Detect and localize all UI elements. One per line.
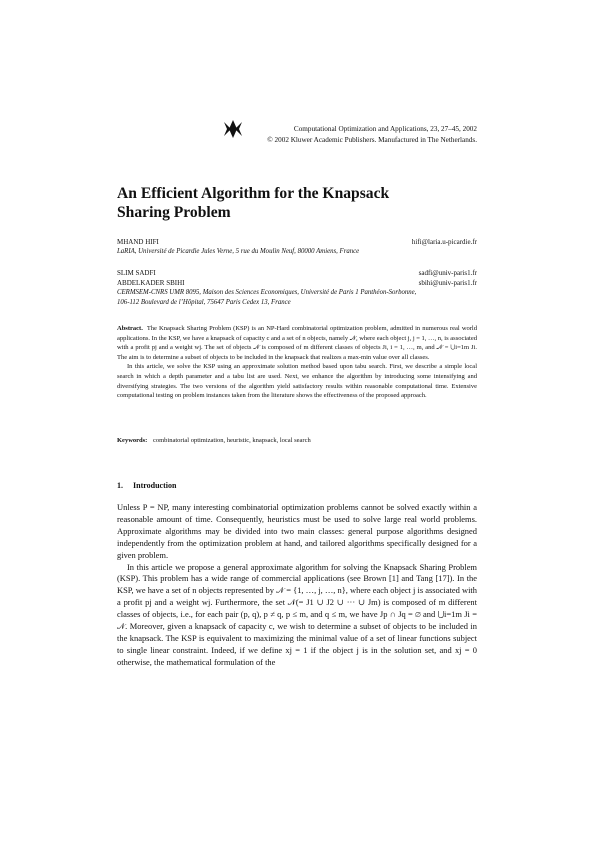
keywords [117,437,477,444]
abstract [117,324,477,401]
author-name: SLIM SADFI [117,269,156,277]
intro-paragraph-1: Unless P = NP, many interesting combinatorial optimization problems cannot be solved exactly within a reasonable amount of time. Consequently, heuristics must be used to solve large real world problems. Approximate algorithms may be divided into two main classes: general purpose algorithms designed independently from the optimization problem at hand, and tailored algorithms specifically designed for a given problem. [117,502,477,560]
affiliation-cermsem [117,288,477,307]
journal-line-1: Computational Optimization and Applications, 23, 27–45, 2002 [293,125,477,133]
author-row [117,237,477,247]
journal-line-2: © 2002 Kluwer Academic Publishers. Manufactured in The Netherlands. [267,135,477,144]
abstract-paragraph-1: The Knapsack Sharing Problem (KSP) is an NP-Hard combinatorial optimization problem, admitted in numerous real world applications. In the KSP, we have a knapsack of capacity c and a set of n objects, namely 𝒩, where each object j, j = 1, …, n, is associated with a profit pj and a weight wj. The set of objects 𝒩 is composed of m different classes of objects Ji, i = 1, …, m, and 𝒩 = ⋃i=1m Ji. The aim is to determine a subset of objects to be included in the knapsack that realizes a max-min value over all classes. [117,325,477,361]
author-row [117,278,477,288]
affiliation-line-1: CERMSEM-CNRS UMR 8095, Maison des Sciences Economiques, Université de Paris 1 Panthéon-Sorbonne, [117,289,417,296]
author-email: hifi@laria.u-picardie.fr [411,238,477,246]
affiliation-line-2: 106-112 Boulevard de l’Hôpital, 75647 Paris Cedex 13, France [117,298,291,306]
introduction-body [117,502,477,669]
paper-title [117,185,477,222]
section-heading [117,481,176,490]
publisher-logo [222,120,244,138]
abstract-label: Abstract. [117,325,143,332]
keywords-label: Keywords: [117,437,148,444]
title-line-2: Sharing Problem [117,203,231,221]
author-name: MHAND HIFI [117,238,159,246]
author-row [117,268,477,278]
keywords-text: combinatorial optimization, heuristic, knapsack, local search [152,437,311,444]
title-line-1: An Efficient Algorithm for the Knapsack [117,185,390,202]
author-name: ABDELKADER SBIHI [117,279,185,287]
affiliation-laria: LaRIA, Université de Picardie Jules Verne, 5 rue du Moulin Neuf, 80000 Amiens, France [117,248,360,255]
intro-paragraph-2: In this article we propose a general approximate algorithm for solving the Knapsack Sharing Problem (KSP). This problem has a wide range of commercial applications (see Brown [1] and Tang [17]). In the KSP, we have a set of n objects represented by 𝒩 = {1, …, j, …, n}, where each object j is associated with a profit pj and a weight wj. Furthermore, the set 𝒩(= J1 ∪ J2 ∪ ··· ∪ Jm) is composed of m different classes of objects, i.e., for each pair (p, q), p ≠ q, p ≤ m, and q ≤ m, we have Jp ∩ Jq = ∅ and ⋃i=1m Ji = 𝒩. Moreover, given a knapsack of capacity c, we wish to determine a subset of objects to be included in the knapsack. The KSP is equivalent to maximizing the minimal value of a set of linear functions subject to single linear constraint. Indeed, if we define xj = 1 if the object j is in the solution set, and xj = 0 otherwise, the mathematical formulation of the [117,561,477,667]
section-number: 1. [117,481,123,490]
abstract-paragraph-2: In this article, we solve the KSP using an approximate solution method based upon tabu search. First, we describe a simple local search in which a depth parameter and a tabu list are used. Next, we enhance the algorithm by introducing some intensifying and diversifying strategies. The two versions of the algorithm yield satisfactory results within reasonable computational time. Extensive computational testing on problem instances taken from the literature shows the effectiveness of the proposed approach. [117,363,477,400]
author-email: sbihi@univ-paris1.fr [418,279,477,287]
journal-citation [245,124,477,145]
section-title: Introduction [133,481,177,490]
author-email: sadfi@univ-paris1.fr [418,269,477,277]
